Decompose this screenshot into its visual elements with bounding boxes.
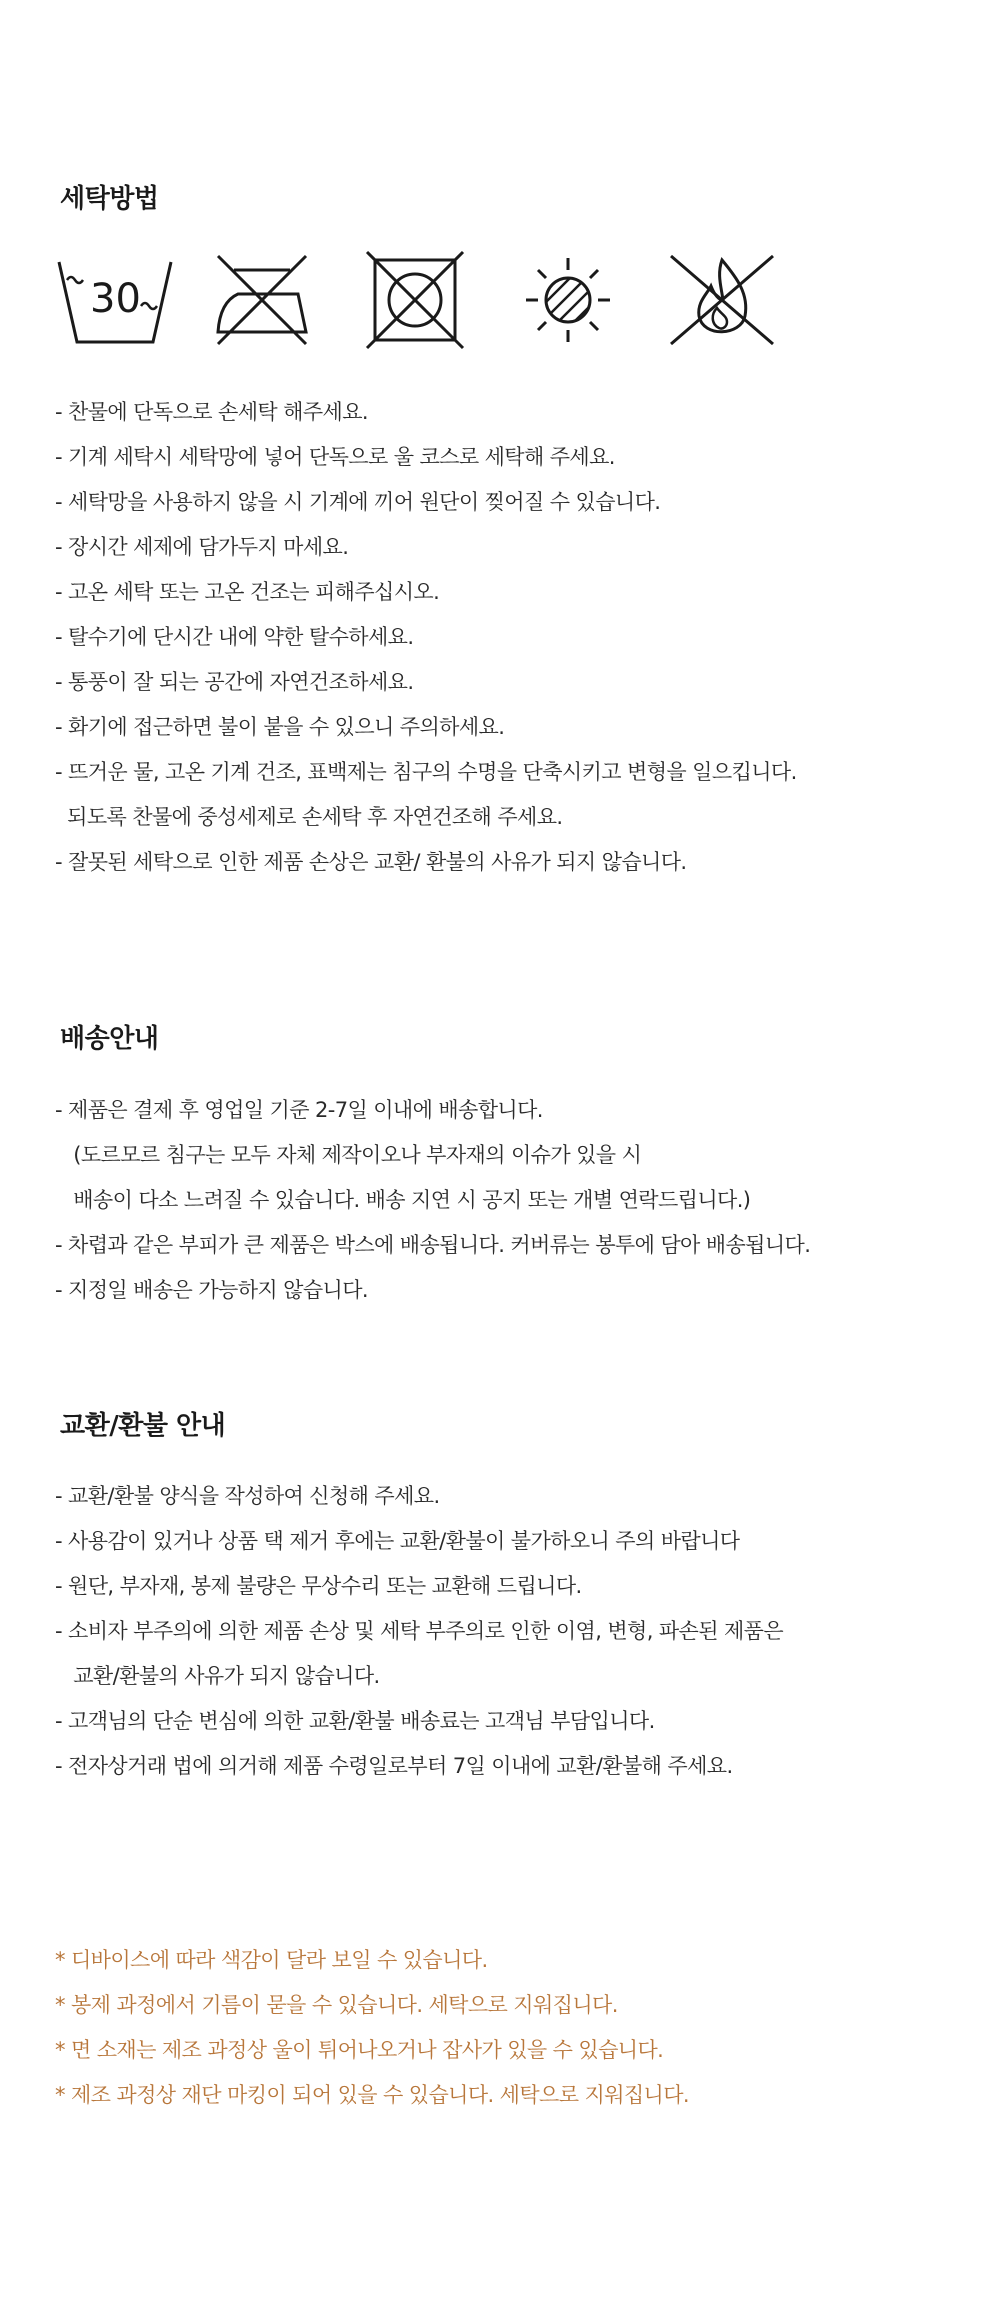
note-item: * 봉제 과정에서 기름이 묻을 수 있습니다. 세탁으로 지워집니다. xyxy=(55,1993,618,2017)
note-item: * 면 소재는 제조 과정상 울이 튀어나오거나 잡사가 있을 수 있습니다. xyxy=(55,2038,664,2062)
list-item: 배송이 다소 느려질 수 있습니다. 배송 지연 시 공지 또는 개별 연락드립니다.) xyxy=(55,1188,751,1212)
list-item: - 세탁망을 사용하지 않을 시 기계에 끼어 원단이 찢어질 수 있습니다. xyxy=(55,490,661,514)
list-item: - 제품은 결제 후 영업일 기준 2-7일 이내에 배송합니다. xyxy=(55,1098,543,1122)
list-item: - 탈수기에 단시간 내에 약한 탈수하세요. xyxy=(55,625,414,649)
list-item: - 통풍이 잘 되는 공간에 자연건조하세요. xyxy=(55,670,414,694)
list-item: - 장시간 세제에 담가두지 마세요. xyxy=(55,535,349,559)
list-item: - 원단, 부자재, 봉제 불량은 무상수리 또는 교환해 드립니다. xyxy=(55,1574,582,1598)
list-item: - 고객님의 단순 변심에 의한 교환/환불 배송료는 고객님 부담입니다. xyxy=(55,1709,655,1733)
list-item: - 고온 세탁 또는 고온 건조는 피해주십시오. xyxy=(55,580,440,604)
keep-away-from-fire-icon xyxy=(667,250,777,350)
care-icons xyxy=(55,250,795,350)
delivery-info xyxy=(55,1088,810,1313)
product-notes xyxy=(55,1938,689,2118)
list-item: - 차렵과 같은 부피가 큰 제품은 박스에 배송됩니다. 커버류는 봉투에 담아 배송됩니다. xyxy=(55,1233,811,1257)
note-item: * 디바이스에 따라 색감이 달라 보일 수 있습니다. xyxy=(55,1948,488,1972)
exchange-info xyxy=(55,1474,783,1789)
list-item: - 잘못된 세탁으로 인한 제품 손상은 교환/ 환불의 사유가 되지 않습니다. xyxy=(55,850,687,874)
list-item: - 찬물에 단독으로 손세탁 해주세요. xyxy=(55,400,368,424)
list-item: - 뜨거운 물, 고온 기계 건조, 표백제는 침구의 수명을 단축시키고 변형을 일으킵니다. xyxy=(55,760,797,784)
list-item: 교환/환불의 사유가 되지 않습니다. xyxy=(55,1664,380,1688)
list-item: - 지정일 배송은 가능하지 않습니다. xyxy=(55,1278,368,1302)
list-item: - 전자상거래 법에 의거해 제품 수령일로부터 7일 이내에 교환/환불해 주세요. xyxy=(55,1754,733,1778)
list-item: - 사용감이 있거나 상품 택 제거 후에는 교환/환불이 불가하오니 주의 바랍니다 xyxy=(55,1529,740,1553)
dry-in-shade-icon xyxy=(518,250,618,350)
no-iron-icon xyxy=(212,250,312,350)
exchange-title: 교환/환불 안내 xyxy=(60,1411,226,1441)
list-item: - 교환/환불 양식을 작성하여 신청해 주세요. xyxy=(55,1484,440,1508)
note-item: * 제조 과정상 재단 마킹이 되어 있을 수 있습니다. 세탁으로 지워집니다. xyxy=(55,2083,690,2107)
list-item: - 기계 세탁시 세탁망에 넣어 단독으로 울 코스로 세탁해 주세요. xyxy=(55,445,615,469)
list-item: 되도록 찬물에 중성세제로 손세탁 후 자연건조해 주세요. xyxy=(55,805,563,829)
list-item: - 화기에 접근하면 불이 붙을 수 있으니 주의하세요. xyxy=(55,715,505,739)
hand-wash-30-icon xyxy=(55,250,175,350)
no-tumble-dry-icon xyxy=(365,250,465,350)
washing-instructions xyxy=(55,390,797,885)
washing-title: 세탁방법 xyxy=(60,184,159,214)
wash-temperature: 30 xyxy=(90,276,141,322)
list-item: - 소비자 부주의에 의한 제품 손상 및 세탁 부주의로 인한 이염, 변형, 파손된 제품은 xyxy=(55,1619,784,1643)
list-item: (도르모르 침구는 모두 자체 제작이오나 부자재의 이슈가 있을 시 xyxy=(55,1143,642,1167)
delivery-title: 배송안내 xyxy=(60,1024,159,1054)
